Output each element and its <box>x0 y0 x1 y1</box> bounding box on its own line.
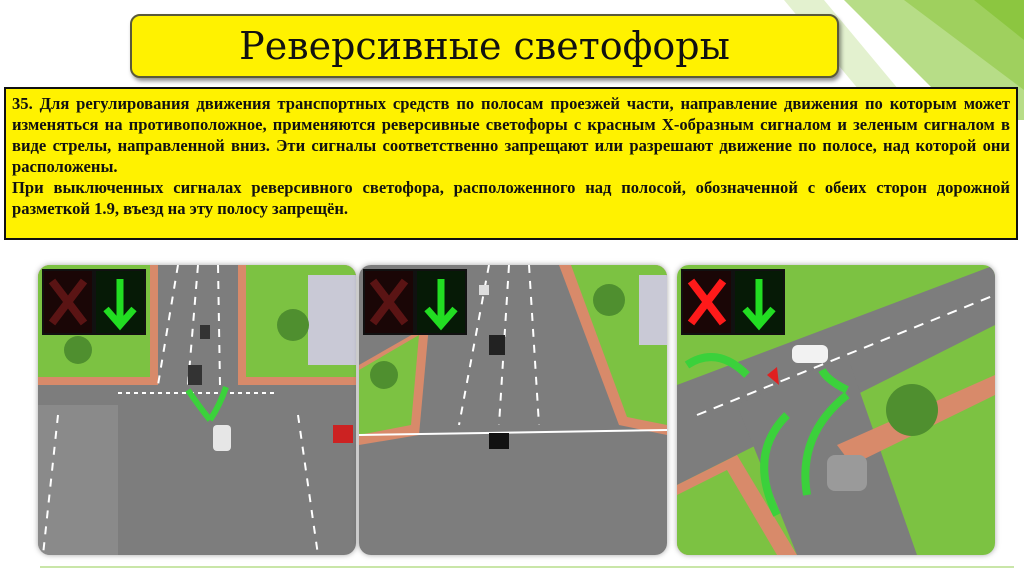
rule-text-box <box>4 87 1018 240</box>
rule-paragraph-2: При выключенных сигналах реверсивного светофора, расположенного над полосой, обозначенной с обеих сторон дорожной разметкой 1.9, въезд на эту полосу запрещён. <box>12 178 1010 218</box>
page-title: Реверсивные светофоры <box>239 24 730 68</box>
illustration-panel-1 <box>38 265 356 555</box>
illustration-panel-2 <box>359 265 667 555</box>
title-banner <box>130 14 839 78</box>
bottom-divider <box>40 566 1014 568</box>
rule-paragraph-1: 35. Для регулирования движения транспортных средств по полосам проезжей части, направление движения по которым может изменяться на противоположное, применяются реверсивные светофоры с красным Х-образным сигналом и зеленым сигналом в виде стрелы, направленной вниз. Эти сигналы соответственно запрещают или разрешают движение по полосе, над которой они расположены. <box>12 94 1010 176</box>
illustration-panel-3 <box>677 265 995 555</box>
